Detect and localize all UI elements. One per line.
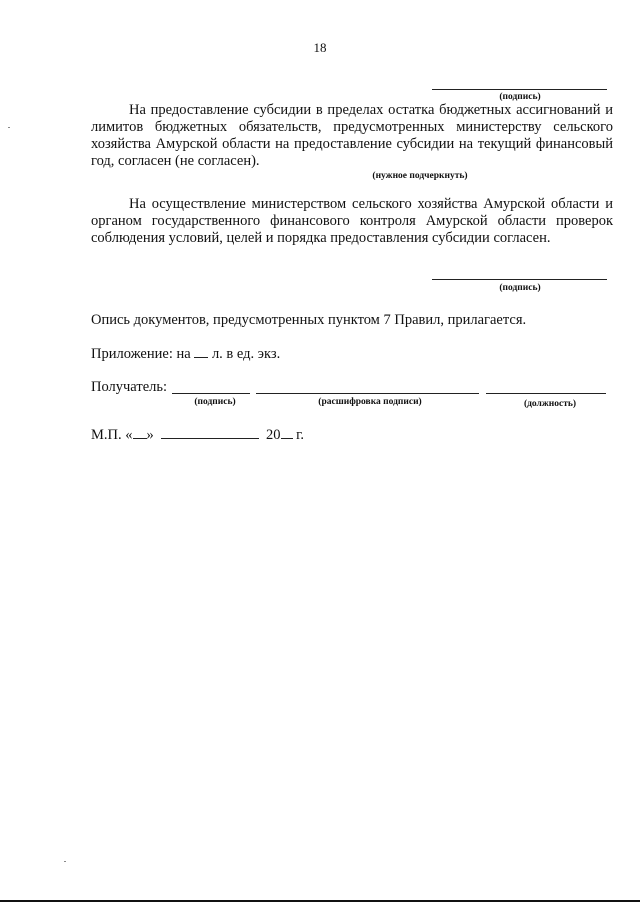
attachment-suffix: л. в ед. экз. — [211, 346, 281, 362]
attachment-prefix: Приложение: на — [91, 346, 191, 362]
recipient-label: Получатель: — [91, 379, 168, 395]
stamp-prefix: М.П. « — [91, 427, 133, 443]
day-blank — [133, 426, 147, 439]
year-prefix: 20 — [266, 427, 281, 443]
caption-signature: (подпись) — [194, 397, 236, 407]
signature-line-2 — [432, 279, 607, 280]
scan-bottom-edge — [0, 900, 640, 902]
year-blank — [281, 426, 293, 439]
inventory-line: Опись документов, предусмотренных пунктом 7 Правил, прилагается. — [91, 312, 527, 328]
attachment-count-blank — [194, 345, 208, 358]
year-suffix: г. — [296, 427, 305, 443]
month-blank — [161, 426, 259, 439]
note-underline: (нужное подчеркнуть) — [372, 171, 468, 181]
paragraph-subsidy-consent: На предоставление субсидии в пределах остатка бюджетных ассигнований и лимитов бюджетных обязательств, предусмотренных министерству сельского хозяйства Амурской области на предоставление субсидии на текущий финансовый год, согласен (не согласен). — [91, 102, 613, 169]
recipient-signature-line — [172, 393, 250, 394]
signature-caption-1: (подпись) — [499, 92, 541, 102]
scan-speck — [64, 861, 66, 862]
recipient-decoding-line — [256, 393, 479, 394]
page-number: 18 — [313, 40, 327, 55]
caption-decoding: (расшифровка подписи) — [318, 397, 422, 407]
signature-caption-2: (подпись) — [499, 283, 541, 293]
stamp-quote-close: » — [146, 427, 154, 443]
attachment-line — [91, 345, 280, 363]
paragraph-inspection-consent: На осуществление министерством сельского хозяйства Амурской области и органом государственного финансового контроля Амурской области проверок соблюдения условий, целей и порядка предоставления субсидии согласен. — [91, 196, 613, 246]
stamp-date-line — [91, 426, 304, 444]
recipient-position-line — [486, 393, 606, 394]
scan-speck — [8, 127, 10, 128]
caption-position: (должность) — [523, 399, 577, 409]
signature-line-1 — [432, 89, 607, 90]
